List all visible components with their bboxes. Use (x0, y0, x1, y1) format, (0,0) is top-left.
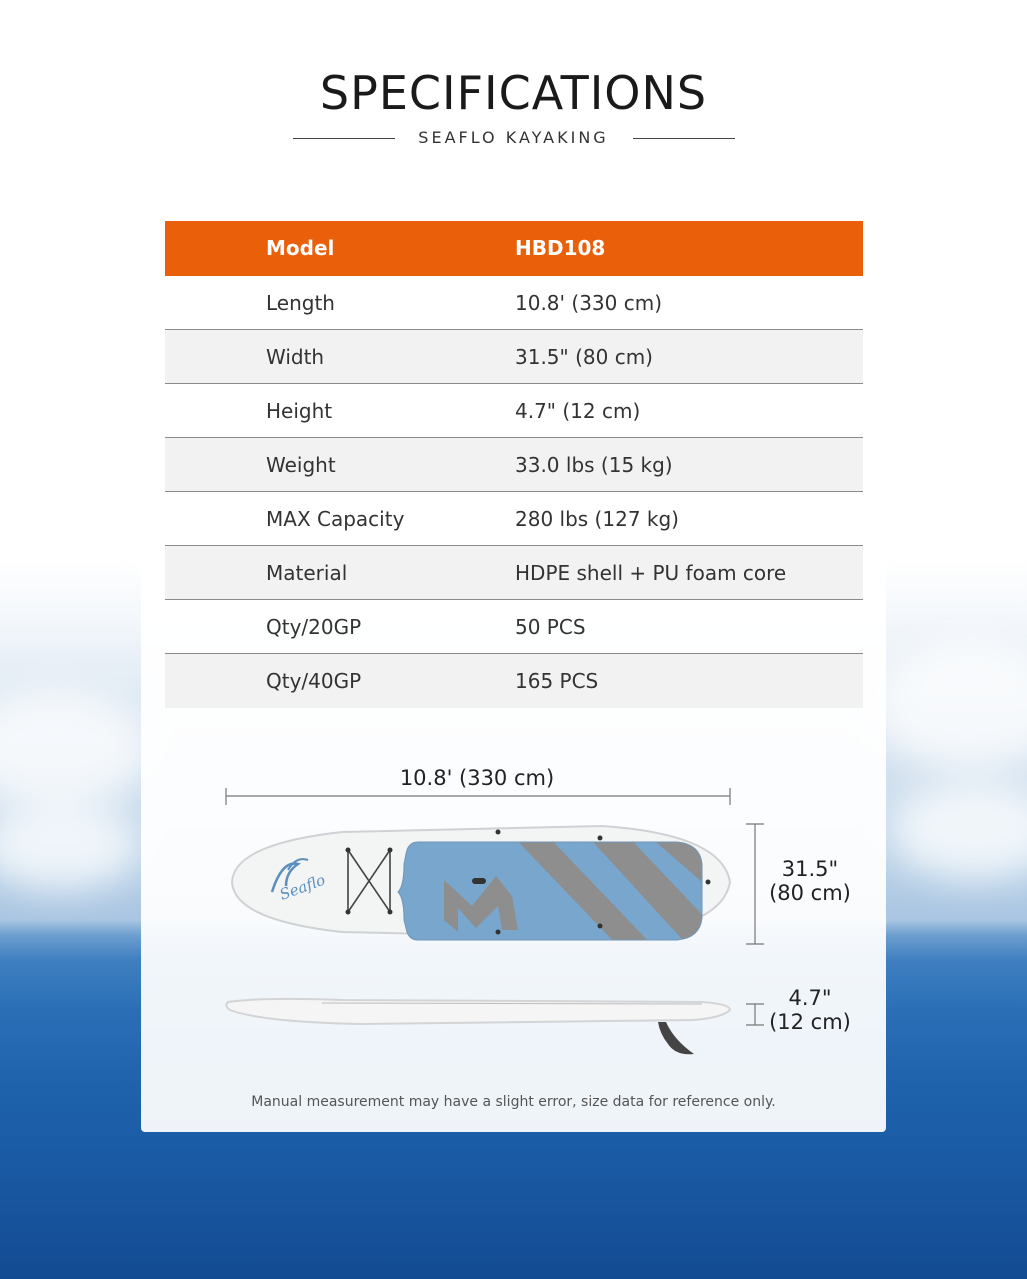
row-value: 10.8' (330 cm) (515, 291, 663, 315)
table-row (165, 654, 863, 708)
row-key: Weight (266, 453, 336, 477)
table-row (165, 276, 863, 330)
table-row (165, 438, 863, 492)
row-value: 50 PCS (515, 615, 586, 639)
row-value: 280 lbs (127 kg) (515, 507, 679, 531)
row-value: 4.7" (12 cm) (515, 399, 641, 423)
header-key: Model (266, 236, 335, 260)
row-value: 31.5" (80 cm) (515, 345, 653, 369)
row-key: Length (266, 291, 335, 315)
table-row (165, 384, 863, 438)
row-key: Qty/40GP (266, 669, 362, 693)
table-row (165, 600, 863, 654)
row-value: 33.0 lbs (15 kg) (515, 453, 673, 477)
table-row (165, 330, 863, 384)
row-value: 165 PCS (515, 669, 599, 693)
row-value: HDPE shell + PU foam core (515, 561, 787, 585)
length-dimension-label: 10.8' (330 cm) (399, 766, 555, 790)
divider-right (633, 138, 735, 139)
page-title: SPECIFICATIONS (319, 66, 708, 120)
spec-table (165, 221, 863, 708)
board-top-view (222, 820, 737, 950)
width-inches: 31.5" (781, 857, 839, 881)
height-cm: (12 cm) (769, 1010, 851, 1034)
row-key: Qty/20GP (266, 615, 362, 639)
header-value: HBD108 (515, 236, 606, 260)
row-key: Material (266, 561, 348, 585)
length-dimension-line (220, 785, 740, 809)
board-side-view (222, 992, 737, 1062)
table-row (165, 492, 863, 546)
logo-text: Seaflo (277, 870, 328, 904)
row-key: MAX Capacity (266, 507, 405, 531)
table-header-row (165, 221, 863, 276)
width-dimension-label (760, 857, 860, 905)
row-key: Height (266, 399, 333, 423)
height-inches: 4.7" (788, 986, 832, 1010)
row-key: Width (266, 345, 325, 369)
table-row (165, 546, 863, 600)
brand-subtitle: SEAFLO KAYAKING (418, 128, 609, 147)
disclaimer-note: Manual measurement may have a slight error, size data for reference only. (251, 1094, 776, 1110)
height-dimension-label (760, 986, 860, 1034)
width-cm: (80 cm) (769, 881, 851, 905)
fin-icon (658, 1022, 694, 1054)
